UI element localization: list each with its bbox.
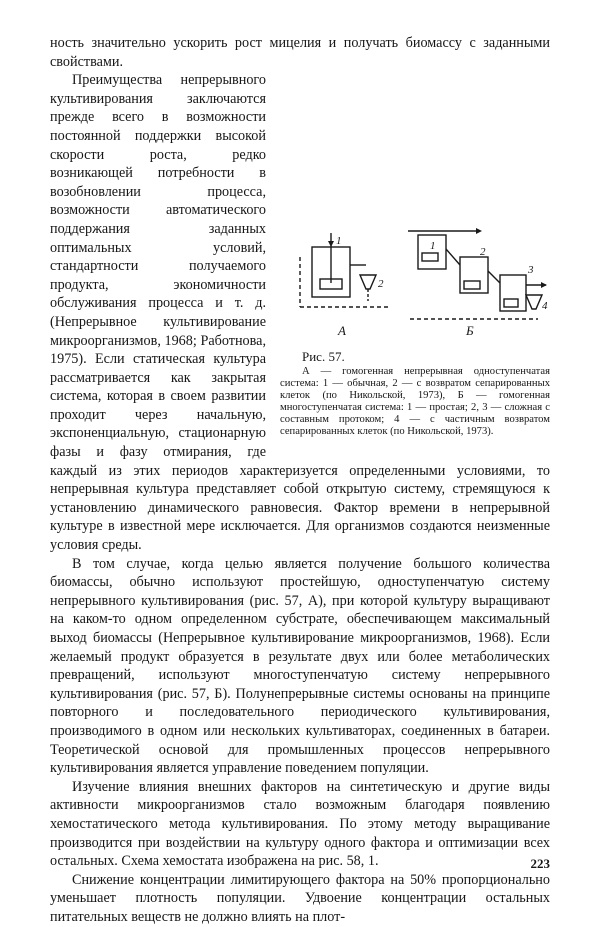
- arrow-b-out: [541, 282, 547, 288]
- page-number: 223: [530, 856, 550, 871]
- paragraph-5: Снижение концентрации лимитирующего фактора на 50% пропорционально уменьшает плотность популяции. Удвоение концентрации остальных питательных веществ не должно влиять на плот-: [50, 871, 550, 925]
- label-b-1: 1: [430, 240, 436, 253]
- stirrer-b3: [504, 299, 518, 307]
- paragraph-2: [50, 71, 550, 554]
- link-b2-b3: [488, 271, 500, 283]
- paragraph-2-text: Преимущества непрерывного культивирования заключаются прежде всего в возможности постоянной поддержки высокой скорости роста, редко возникающей потребности в возобновлении процесса, возможности автоматического поддержания заданных оптимальных условий, стандартности получаемого продукта, экономичности обслуживания процесса и т. д. (Непрерывное культивирование микроорганизмов, 1968; Работнова, 1975). Если статическая культура рассматривается как закрытая система, которая в своем развитии проходит через начальную, экспоненциальную, стационарную фазы и фазу отмирания, где каждый из этих периодов характеризуется определенными условиями, то непрерывная культура представляет собой открытую систему, стремящуюся к установлению динамического равновесия. Фактор времени в непрерывной культуре в известной мере исключается. Для организмов создаются неизменные условия среды.: [50, 72, 550, 554]
- label-system-a: А: [338, 323, 346, 339]
- label-b-2: 2: [480, 246, 486, 259]
- label-system-b: Б: [466, 323, 474, 339]
- paragraph-4: Изучение влияния внешних факторов на синтетическую и другие виды активности микроорганизмов стало возможным благодаря появлению хемостатического метода культивирования. По этому методу выращивание производится при воздействии на культуру одного фактора и оптимизации всех остальных. Схема хемостата изображена на рис. 58, 1.: [50, 778, 550, 870]
- paragraph-1: ность значительно ускорить рост мицелия и получать биомассу с заданными свойствами.: [50, 35, 550, 70]
- link-b1-b2: [446, 249, 460, 265]
- stirrer-b1: [422, 253, 438, 261]
- arrow-a-in: [328, 241, 334, 247]
- separator-a: [360, 275, 376, 289]
- label-a-2: 2: [378, 278, 384, 291]
- paragraph-3: В том случае, когда целью является получение большого количества биомассы, обычно используют простейшую, одноступенчатую систему непрерывного культивирования (рис. 57, А), при которой культуру выращивают на каком-то одном определенном субстрате, обеспечивающем максимальный выход биомассы (Непрерывное культивирование микроорганизмов, 1968). Если желаемый продукт образуется в результате двух или более метаболических превращений, используют многоступенчатую систему непрерывного культивирования (рис. 57, Б). Полунепрерывные системы основаны на принципе повторного и последовательного периодического культивирования, производимого в одном или нескольких культиваторах, соединенных в батареи. Теоретической основой для промышленных процессов непрерывного культивирования является управление поведением популяции.: [50, 555, 550, 777]
- stirrer-b2: [464, 281, 480, 289]
- label-a-1: 1: [336, 235, 342, 248]
- page-body: [50, 34, 550, 927]
- figure-caption: А — гомогенная непрерывная одноступенчатая система: 1 — обычная, 2 — с возвратом сепарированных клеток (по Никольской, 1973), Б — гомогенная многоступенчатая система: 1 — простая; 2, 3 — сложная с составным протоком; 4 — с частичным возвратом сепарированных клеток (по Никольской, 1973).: [280, 366, 550, 438]
- figure-title: Рис. 57.: [302, 349, 345, 365]
- figure-57-diagram: [280, 227, 550, 347]
- separator-b: [526, 295, 542, 309]
- figure-57: [280, 227, 550, 438]
- arrow-b-feed: [476, 228, 482, 234]
- label-b-3: 3: [528, 264, 534, 277]
- label-b-4: 4: [542, 300, 548, 313]
